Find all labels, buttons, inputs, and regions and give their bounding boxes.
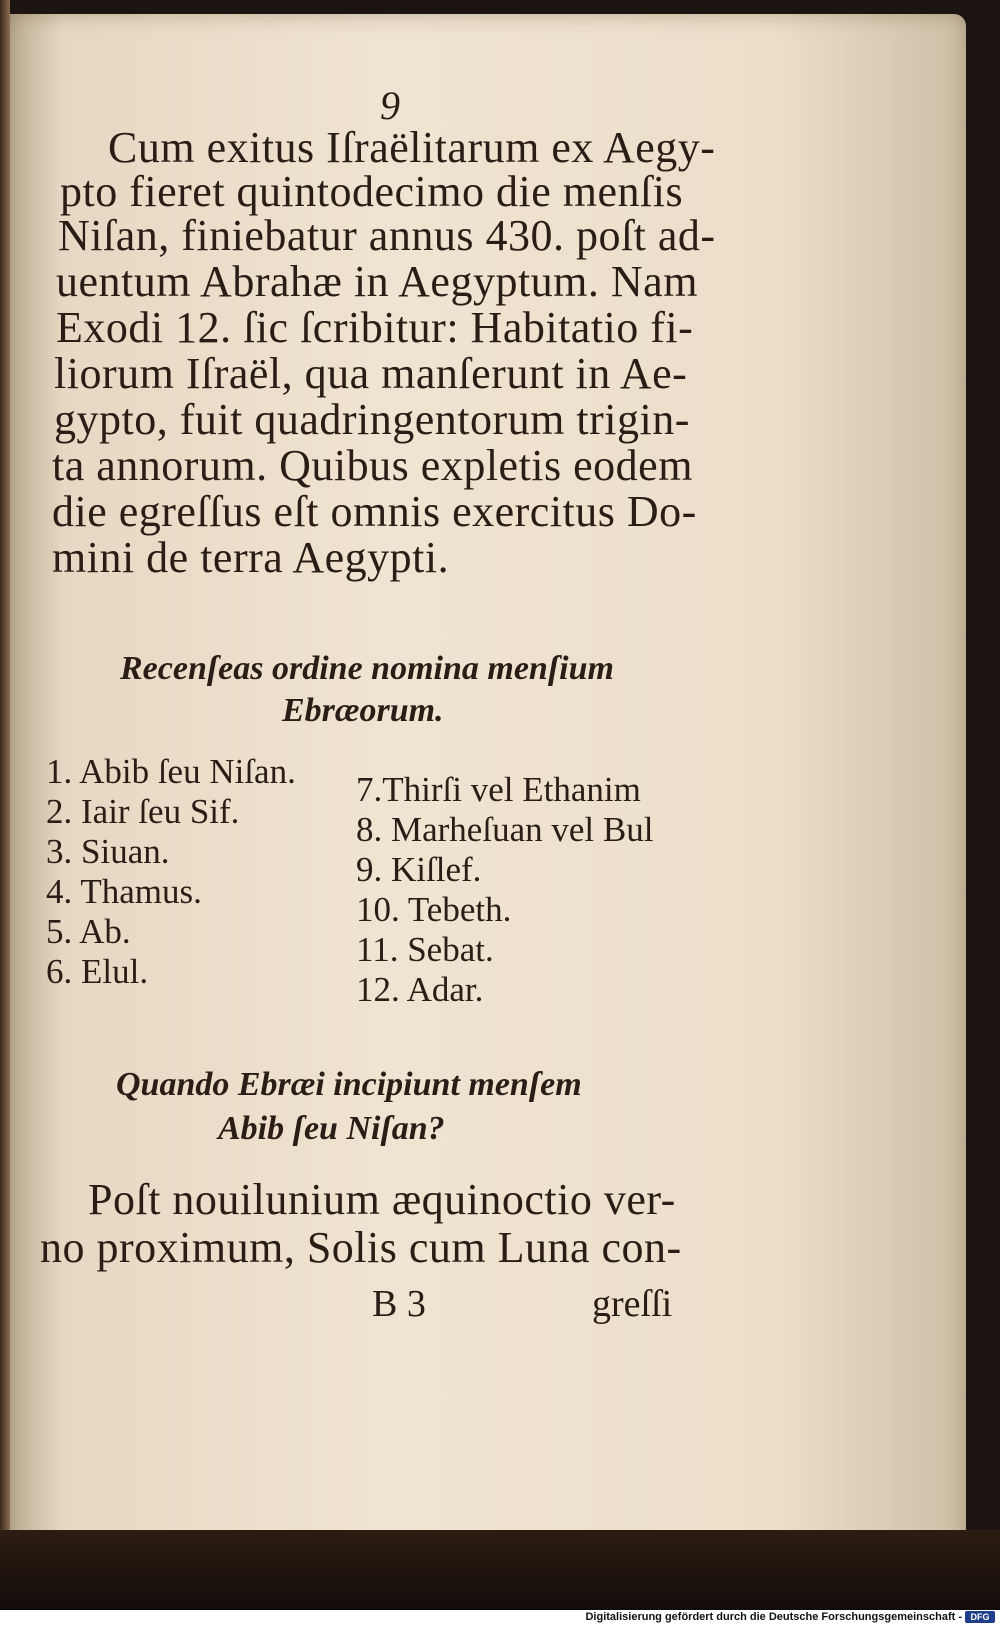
month-item: 2. Iair ſeu Sif. [46, 792, 240, 831]
month-item: 7.Thirſi vel Ethanim [356, 770, 641, 809]
month-item: 12. Adar. [356, 970, 484, 1009]
section-heading: Ebræorum. [282, 692, 444, 729]
paragraph-line: mini de terra Aegypti. [52, 533, 450, 582]
dfg-logo: DFG [965, 1611, 995, 1623]
section-heading: Recenſeas ordine nomina menſium [120, 650, 614, 687]
paragraph-line: liorum Iſraël, qua manſerunt in Ae- [54, 349, 688, 398]
signature-mark: B 3 [372, 1283, 426, 1325]
section-heading: Abib ſeu Niſan? [218, 1110, 445, 1147]
month-item: 1. Abib ſeu Niſan. [46, 752, 296, 791]
paragraph-line: pto fieret quintodecimo die menſis [60, 167, 684, 216]
month-item: 11. Sebat. [356, 930, 494, 969]
catchword: greſſi [592, 1283, 673, 1325]
month-item: 10. Tebeth. [356, 890, 512, 929]
paragraph-line: die egreſſus eſt omnis exercitus Do- [52, 487, 697, 536]
paragraph-line: uentum Abrahæ in Aegyptum. Nam [56, 257, 698, 306]
month-item: 3. Siuan. [46, 832, 170, 871]
paragraph-line: Niſan, finiebatur annus 430. poſt ad- [58, 211, 716, 260]
scan-bottom-shadow [0, 1530, 1000, 1610]
paragraph-line: Poſt nouilunium æquinoctio ver- [88, 1175, 676, 1224]
month-item: 5. Ab. [46, 912, 131, 951]
page-spine-edge [0, 0, 10, 1560]
paragraph-line: Cum exitus Iſraëlitarum ex Aegy- [108, 123, 716, 172]
paragraph-line: no proximum, Solis cum Luna con- [40, 1223, 682, 1272]
paragraph-line: gypto, fuit quadringentorum trigin- [54, 395, 690, 444]
page-number: 9 [380, 83, 400, 128]
footer-credit: Digitalisierung gefördert durch die Deutsche Forschungsgemeinschaft - [585, 1611, 962, 1623]
month-item: 9. Kiſlef. [356, 850, 482, 889]
paragraph-line: Exodi 12. ſic ſcribitur: Habitatio fi- [56, 303, 694, 352]
month-item: 8. Marheſuan vel Bul [356, 810, 654, 849]
paragraph-line: ta annorum. Quibus expletis eodem [52, 441, 693, 490]
month-item: 4. Thamus. [46, 872, 202, 911]
month-item: 6. Elul. [46, 952, 149, 991]
section-heading: Quando Ebræi incipiunt menſem [116, 1066, 582, 1103]
